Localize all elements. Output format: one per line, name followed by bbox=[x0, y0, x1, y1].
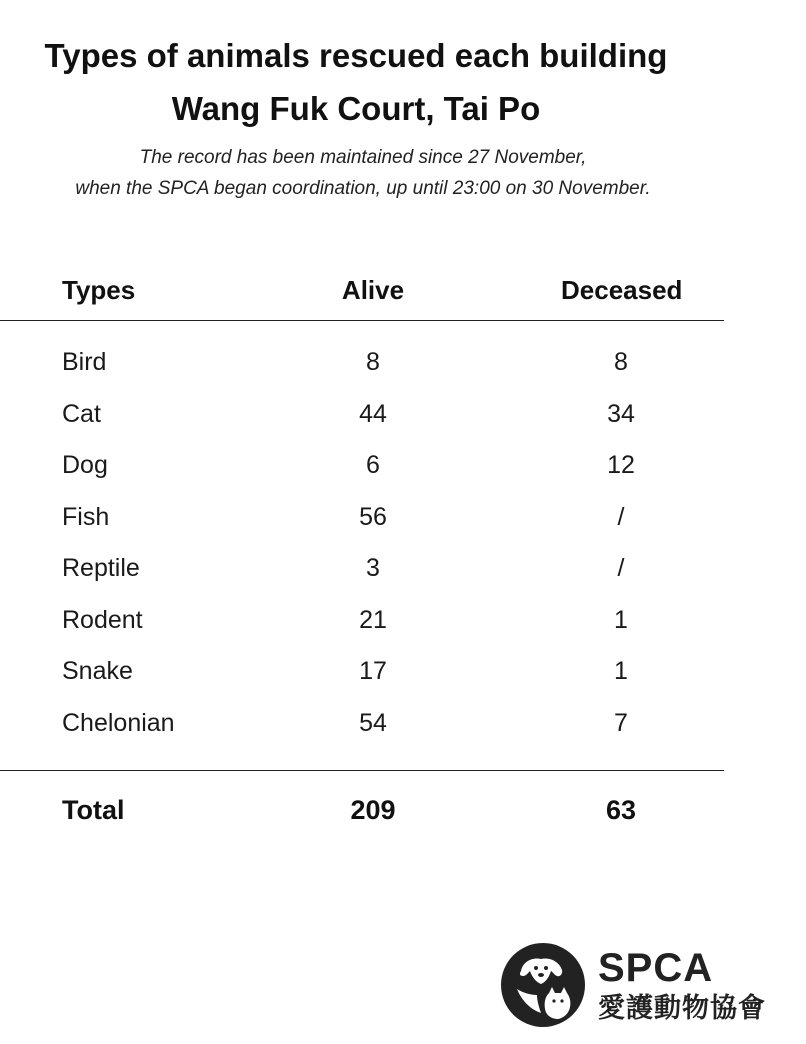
header-alive: Alive bbox=[341, 275, 405, 305]
cell-type: Dog bbox=[62, 451, 108, 479]
cell-alive: 17 bbox=[359, 657, 387, 685]
cell-type: Cat bbox=[62, 399, 101, 428]
page-title: Types of animals rescued each building bbox=[44, 37, 668, 74]
record-note-line-2: when the SPCA began coordination, up until 23:00 on 30 November. bbox=[75, 178, 651, 199]
cell-alive: 8 bbox=[366, 348, 380, 376]
table-row bbox=[0, 704, 724, 756]
cell-deceased: 1 bbox=[614, 657, 628, 685]
cell-type: Reptile bbox=[62, 554, 140, 582]
cell-type: Bird bbox=[62, 348, 107, 376]
table-header bbox=[0, 272, 724, 308]
cell-deceased: 7 bbox=[614, 708, 628, 737]
dog-cat-silhouette-icon bbox=[499, 941, 587, 1029]
total-label: Total bbox=[62, 795, 125, 825]
total-deceased: 63 bbox=[605, 795, 637, 825]
cell-deceased: 1 bbox=[614, 605, 628, 634]
cell-deceased: 8 bbox=[614, 348, 628, 376]
cell-deceased: / bbox=[617, 554, 625, 582]
spca-logo bbox=[499, 941, 779, 1031]
cell-type: Fish bbox=[62, 502, 110, 531]
table-row bbox=[0, 395, 724, 447]
table-body bbox=[0, 343, 724, 755]
table-row bbox=[0, 498, 724, 550]
table-row bbox=[0, 652, 724, 704]
total-divider bbox=[0, 770, 724, 771]
logo-wordmark: SPCA bbox=[598, 946, 714, 990]
record-note-line-1: The record has been maintained since 27 November, bbox=[139, 147, 587, 168]
table-row bbox=[0, 601, 724, 653]
cell-alive: 6 bbox=[366, 451, 380, 479]
cell-alive: 3 bbox=[366, 554, 380, 582]
cell-alive: 44 bbox=[359, 399, 387, 428]
cell-alive: 56 bbox=[359, 502, 387, 531]
total-row bbox=[0, 791, 724, 829]
header-divider bbox=[0, 320, 724, 321]
cell-alive: 54 bbox=[359, 708, 387, 737]
cell-type: Chelonian bbox=[62, 708, 175, 737]
cell-deceased: 34 bbox=[607, 399, 635, 428]
cell-type: Rodent bbox=[62, 605, 143, 634]
logo-chinese-name: 愛護動物協會 bbox=[598, 993, 766, 1023]
header-deceased: Deceased bbox=[561, 275, 683, 305]
cell-type: Snake bbox=[62, 657, 133, 685]
header-types: Types bbox=[62, 275, 136, 305]
table-row bbox=[0, 549, 724, 601]
cell-deceased: / bbox=[617, 502, 625, 531]
table-row bbox=[0, 343, 724, 395]
cell-deceased: 12 bbox=[607, 451, 635, 479]
table-row bbox=[0, 446, 724, 498]
cell-alive: 21 bbox=[359, 605, 387, 634]
total-alive: 209 bbox=[350, 795, 396, 825]
page-subtitle-location: Wang Fuk Court, Tai Po bbox=[171, 90, 541, 127]
